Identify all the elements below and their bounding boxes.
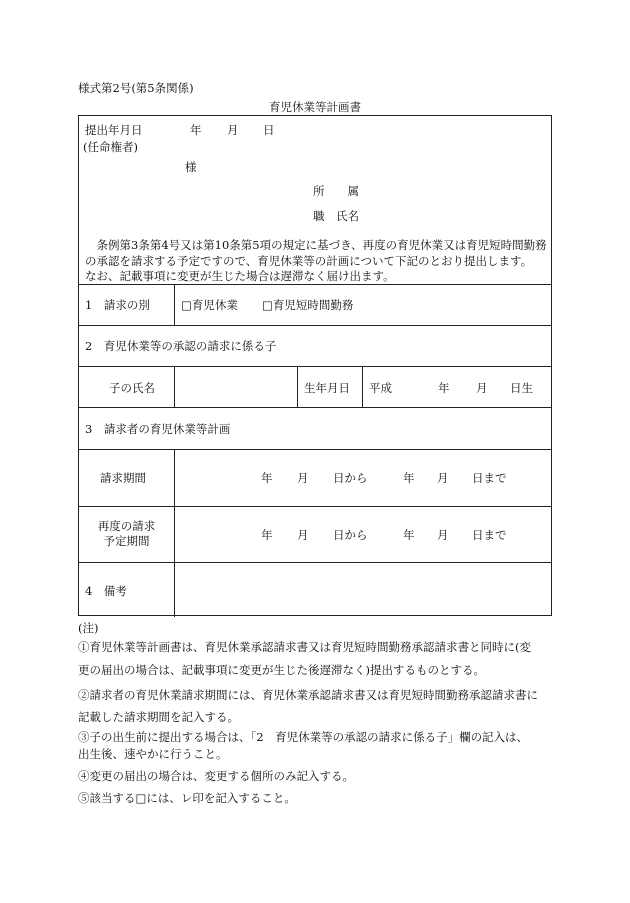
date-label: 提出年月日 [85, 123, 143, 137]
date-month: 月 [227, 123, 239, 137]
note-line: ③子の出生前に提出する場合は、「2 育児休業等の承認の請求に係る子」欄の記入は、 [78, 730, 529, 744]
section2-label: 2 育児休業等の承認の請求に係る子 [85, 339, 277, 353]
option-short-hours-checkbox[interactable]: □育児短時間勤務 [262, 298, 354, 312]
note-line: ⑤該当する□には、レ印を記入すること。 [78, 791, 296, 805]
divider [79, 407, 551, 408]
date-year: 年 [190, 123, 202, 137]
divider [174, 284, 175, 325]
note-line: ④変更の届出の場合は、変更する個所のみ記入する。 [78, 769, 354, 783]
affiliation-label: 所 属 [313, 184, 359, 198]
period-label: 請求期間 [100, 471, 146, 485]
divider [174, 449, 175, 617]
period-from-year: 年 [261, 471, 273, 485]
section4-label: 4 備考 [85, 584, 127, 598]
birth-year: 年 [438, 381, 450, 395]
re-request-label-line: 再度の請求 [97, 519, 156, 533]
birth-date-label: 生年月日 [304, 381, 350, 395]
note-line: 更の届出の場合は、記載事項に変更が生じた後遅滞なく)提出するものとする。 [78, 663, 485, 677]
name-label: 職 氏名 [313, 209, 359, 223]
date-day: 日 [263, 123, 275, 137]
divider [362, 366, 363, 407]
re-request-label [79, 519, 174, 549]
notes [78, 620, 538, 809]
sama-label: 様 [185, 160, 197, 174]
re-period-to-day: 日まで [472, 528, 507, 542]
divider [79, 449, 551, 450]
statement-line: 条例第3条第4号又は第10条第5項の規定に基づき、再度の育児休業又は育児短時間勤務 [85, 238, 547, 252]
re-period-to-month: 月 [437, 528, 449, 542]
birth-day: 日生 [510, 381, 533, 395]
note-line: ①育児休業等計画書は、育児休業承認請求書又は育児短時間勤務承認請求書と同時に(変 [78, 640, 531, 654]
notes-heading: (注) [78, 621, 99, 635]
period-from-day: 日から [333, 471, 368, 485]
birth-month: 月 [476, 381, 488, 395]
birth-era: 平成 [369, 381, 392, 395]
note-line: 記載した請求期間を記入する。 [78, 710, 239, 724]
form-number: 様式第2号(第5条関係) [78, 81, 194, 95]
re-period-to-year: 年 [403, 528, 415, 542]
plan-form [78, 115, 552, 616]
statement [85, 238, 547, 285]
child-name-label: 子の氏名 [109, 381, 155, 395]
divider [79, 366, 551, 367]
divider [79, 562, 551, 563]
re-period-from-month: 月 [297, 528, 309, 542]
period-to-month: 月 [437, 471, 449, 485]
re-period-from-year: 年 [261, 528, 273, 542]
section1-label: 1 請求の別 [85, 298, 150, 312]
form-title: 育児休業等計画書 [269, 100, 361, 114]
statement-line: なお、記載事項に変更が生じた場合は遅滞なく届け出ます。 [85, 269, 395, 283]
note-line: ②請求者の育児休業請求期間には、育児休業承認請求書又は育児短時間勤務承認請求書に [78, 688, 538, 702]
divider [297, 366, 298, 407]
option-childcare-leave-checkbox[interactable]: □育児休業 [181, 298, 238, 312]
period-to-day: 日まで [472, 471, 507, 485]
appointer-label: (任命権者) [83, 140, 138, 154]
period-from-month: 月 [297, 471, 309, 485]
divider [174, 366, 175, 407]
period-to-year: 年 [403, 471, 415, 485]
section3-label: 3 請求者の育児休業等計画 [85, 422, 231, 436]
re-period-from-day: 日から [333, 528, 368, 542]
divider [79, 325, 551, 326]
statement-line: の承認を請求する予定ですので、育児休業等の計画について下記のとおり提出します。 [85, 253, 533, 268]
note-line: 出生後、速やかに行うこと。 [78, 747, 228, 761]
divider [79, 506, 551, 507]
re-request-label-line: 予定期間 [103, 534, 150, 548]
